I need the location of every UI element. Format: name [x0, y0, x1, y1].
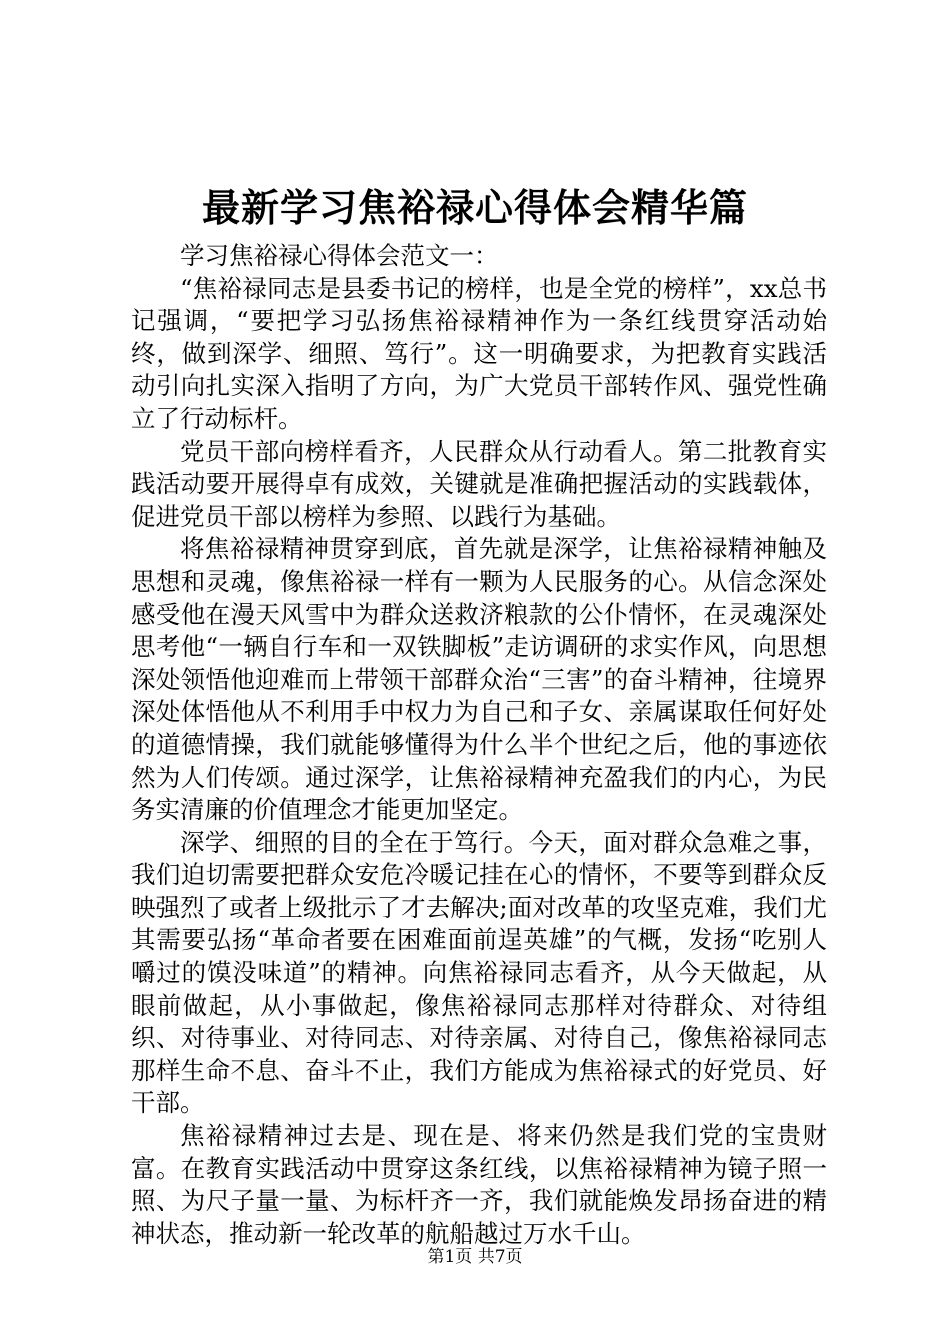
paragraph: 深学、细照的目的全在于笃行。今天，面对群众急难之事，我们迫切需要把群众安危冷暖记挂在心的情怀，不要等到群众反映强烈了或者上级批示了才去解决;面对改革的攻坚克难，我们尤其需要弘扬“革命者要在困难面前逞英雄”的气概，发扬“吃别人嚼过的馍没味道”的精神。向焦裕禄同志看齐，从今天做起，从眼前做起，从小事做起，像焦裕禄同志那样对待群众、对待组织、对待事业、对待同志、对待亲属、对待自己，像焦裕禄同志那样生命不息、奋斗不止，我们方能成为焦裕禄式的好党员、好干部。 — [131, 827, 827, 1118]
page-number-footer: 第1页 共7页 — [427, 1247, 523, 1267]
paragraph: 党员干部向榜样看齐，人民群众从行动看人。第二批教育实践活动要开展得卓有成效，关键就是准确把握活动的实践载体，促进党员干部以榜样为参照、以践行为基础。 — [131, 436, 827, 531]
document-body — [131, 240, 827, 1250]
paragraph-intro: 学习焦裕禄心得体会范文一： — [180, 241, 499, 270]
paragraph: 将焦裕禄精神贯穿到底，首先就是深学，让焦裕禄精神触及思想和灵魂，像焦裕禄一样有一颗为人民服务的心。从信念深处感受他在漫天风雪中为群众送救济粮款的公仆情怀，在灵魂深处思考他“一辆自行车和一双铁脚板”走访调研的求实作风，向思想深处领悟他迎难而上带领干部群众治“三害”的奋斗精神，往境界深处体悟他从不利用手中权力为自己和子女、亲属谋取任何好处的道德情操，我们就能够懂得为什么半个世纪之后，他的事迹依然为人们传颂。通过深学，让焦裕禄精神充盈我们的内心，为民务实清廉的价值理念才能更加坚定。 — [131, 534, 827, 825]
document-title: 最新学习焦裕禄心得体会精华篇 — [201, 185, 748, 230]
paragraph: 焦裕禄精神过去是、现在是、将来仍然是我们党的宝贵财富。在教育实践活动中贯穿这条红线，以焦裕禄精神为镜子照一照、为尺子量一量、为标杆齐一齐，我们就能焕发昂扬奋进的精神状态，推动新一轮改革的航船越过万水千山。 — [131, 1121, 827, 1248]
paragraph: “焦裕禄同志是县委书记的榜样，也是全党的榜样”，xx总书记强调，“要把学习弘扬焦裕禄精神作为一条红线贯穿活动始终，做到深学、细照、笃行”。这一明确要求，为把教育实践活动引向扎实深入指明了方向，为广大党员干部转作风、强党性确立了行动标杆。 — [131, 273, 827, 433]
